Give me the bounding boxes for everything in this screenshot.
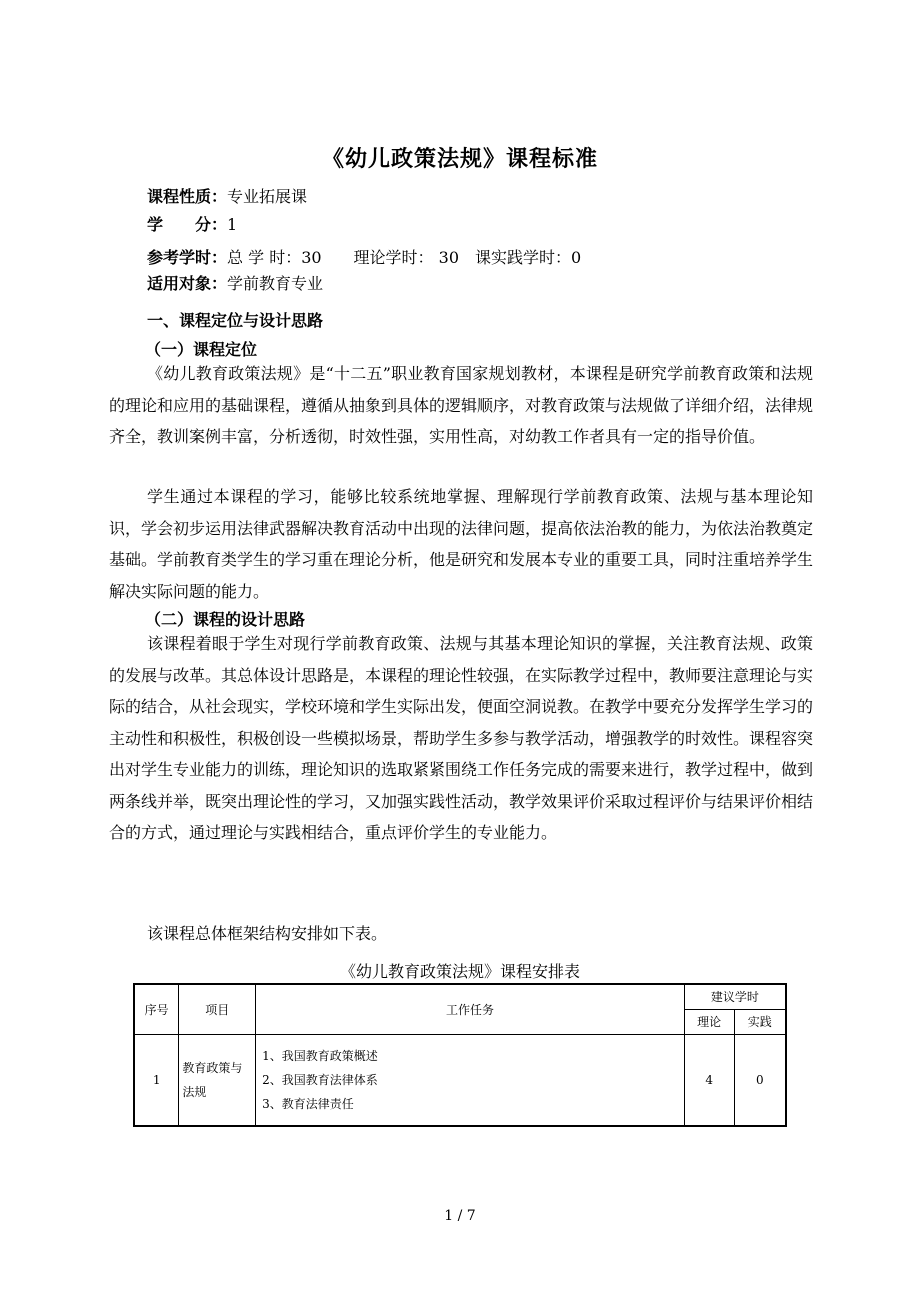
section-heading-1: 一、课程定位与设计思路 xyxy=(147,311,324,330)
header-tasks: 工作任务 xyxy=(256,984,685,1034)
course-credit-value: 1 xyxy=(227,215,238,234)
row-task-3: 3、教育法律责任 xyxy=(262,1096,354,1111)
course-nature-value: 专业拓展课 xyxy=(227,187,308,206)
paragraph-positioning-1: 《幼儿教育政策法规》是“十二五”职业教育国家规划教材，本课程是研究学前教育政策和法规的理论和应用的基础课程，遵循从抽象到具体的逻辑顺序，对教育政策与法规做了详细介绍，法律规齐全，教训案例丰富，分析透彻，时效性强，实用性高，对幼教工作者具有一定的指导价值。 xyxy=(109,364,814,446)
header-theory: 理论 xyxy=(684,1009,734,1034)
row-task-2: 2、我国教育法律体系 xyxy=(262,1072,378,1087)
schedule-table xyxy=(133,983,787,1127)
document-title: 《幼儿政策法规》课程标准 xyxy=(321,146,598,172)
header-practice: 实践 xyxy=(734,1009,786,1034)
subsection-heading-design: （二）课程的设计思路 xyxy=(145,610,306,629)
course-hours-value: 总 学 时：30 理论学时： 30 课实践学时：0 xyxy=(227,248,582,267)
paragraph-design: 该课程着眼于学生对现行学前教育政策、法规与其基本理论知识的掌握，关注教育法规、政策的发展与改革。其总体设计思路是，本课程的理论性较强，在实际教学过程中，教师要注意理论与实际的结合，从社会现实，学校环境和学生实际出发，便面空洞说教。在教学中要充分发挥学生学习的主动性和积极性，积极创设一些模拟场景，帮助学生多参与教学活动，增强教学的时效性。课程容突出对学生专业能力的训练，理论知识的选取紧紧围绕工作任务完成的需要来进行，教学过程中，做到两条线并举，既突出理论性的学习，又加强实践性活动，教学效果评价采取过程评价与结果评价相结合的方式，通过理论与实践相结合，重点评价学生的专业能力。 xyxy=(109,634,814,842)
header-suggested-hours: 建议学时 xyxy=(684,984,786,1009)
header-project: 项目 xyxy=(179,984,256,1034)
course-target xyxy=(147,273,323,295)
course-credit-label: 学 分： xyxy=(147,215,228,234)
row-project-line1: 教育政策与 xyxy=(182,1060,243,1075)
row-project xyxy=(179,1034,256,1126)
course-target-label: 适用对象： xyxy=(147,274,228,293)
course-hours xyxy=(147,247,581,269)
course-credit xyxy=(147,214,237,236)
paragraph-positioning-2: 学生通过本课程的学习，能够比较系统地掌握、理解现行学前教育政策、法规与基本理论知识，学会初步运用法律武器解决教育活动中出现的法律问题，提高依法治教的能力，为依法治教奠定基础。学前教育类学生的学习重在理论分析，他是研究和发展本专业的重要工具，同时注重培养学生解决实际问题的能力。 xyxy=(109,487,814,601)
subsection-heading-positioning: （一）课程定位 xyxy=(145,340,258,359)
table-row xyxy=(134,1034,786,1126)
row-task-1: 1、我国教育政策概述 xyxy=(262,1048,378,1063)
row-practice-hours: 0 xyxy=(734,1034,786,1126)
table-caption: 《幼儿教育政策法规》课程安排表 xyxy=(339,962,580,981)
row-tasks xyxy=(256,1034,685,1126)
course-nature-label: 课程性质： xyxy=(147,187,228,206)
row-project-line2: 法规 xyxy=(182,1084,207,1099)
course-target-value: 学前教育专业 xyxy=(227,274,324,293)
course-nature xyxy=(147,186,307,208)
row-no: 1 xyxy=(134,1034,179,1126)
course-hours-label: 参考学时： xyxy=(147,248,228,267)
page-number: 1 / 7 xyxy=(444,1208,476,1224)
paragraph-table-intro: 该课程总体框架结构安排如下表。 xyxy=(147,924,388,943)
row-theory-hours: 4 xyxy=(684,1034,734,1126)
header-no: 序号 xyxy=(134,984,179,1034)
